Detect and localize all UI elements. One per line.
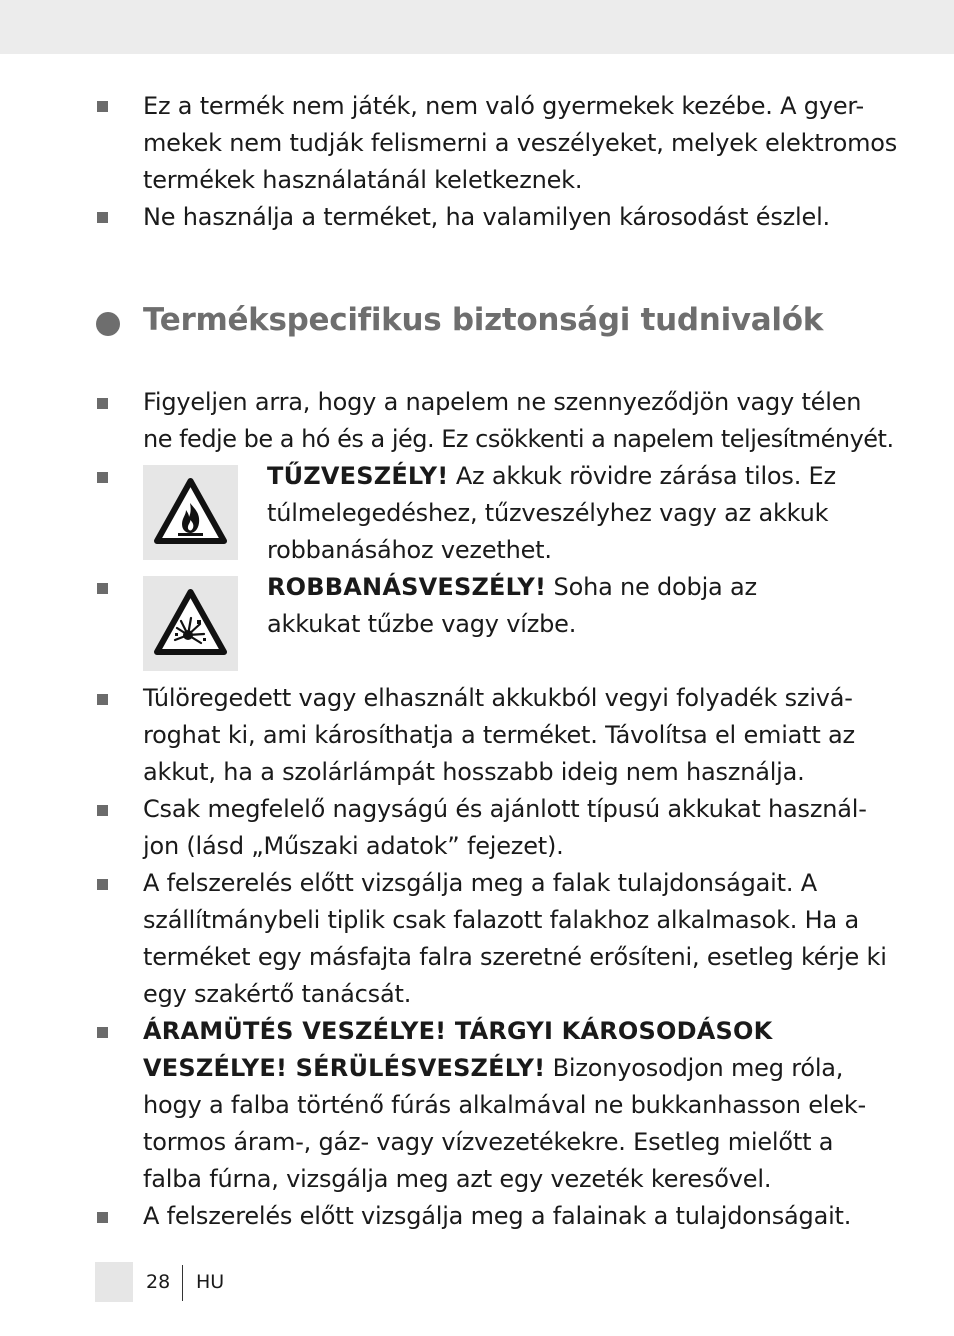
- text-line: Ne használja a terméket, ha valamilyen károsodást észlel.: [143, 203, 830, 231]
- explosive-warning-icon: [143, 576, 238, 671]
- bullet-marker: [97, 879, 108, 890]
- bullet-marker: [97, 398, 108, 409]
- bullet-marker: [97, 805, 108, 816]
- text-line: [267, 569, 757, 606]
- text-line: A felszerelés előtt vizsgálja meg a falak tulajdonságait. A: [143, 869, 817, 897]
- text-line: Túlöregedett vagy elhasznált akkukból vegyi folyadék szivá-: [143, 684, 853, 712]
- list-item: [267, 458, 836, 569]
- bullet-marker: [97, 583, 108, 594]
- text-line: [143, 1013, 866, 1050]
- list-item: [143, 680, 855, 791]
- text-line: termékek használatánál keletkeznek.: [143, 166, 583, 194]
- list-item: [143, 88, 897, 199]
- text-line: tormos áram-, gáz- vagy vízvezetékekre. Esetleg mielőtt a: [143, 1128, 834, 1156]
- footer-marker: [95, 1262, 133, 1302]
- section-title: Termékspecifikus biztonsági tudnivalók: [143, 302, 824, 338]
- flammable-warning-icon: [143, 465, 238, 560]
- warning-label: TŰZVESZÉLY!: [267, 462, 449, 490]
- text-line: ne fedje be a hó és a jég. Ez csökkenti a napelem teljesítményét.: [143, 425, 894, 453]
- bullet-marker: [97, 1027, 108, 1038]
- text-line: Ez a termék nem játék, nem való gyermekek kezébe. A gyer-: [143, 92, 864, 120]
- heading-dot-icon: [96, 312, 120, 336]
- bullet-marker: [97, 212, 108, 223]
- text-line: [267, 458, 836, 495]
- text-line: mekek nem tudják felismerni a veszélyeket, melyek elektromos: [143, 129, 898, 157]
- text-span: Soha ne dobja az: [546, 573, 757, 601]
- list-item: [143, 1198, 851, 1235]
- text-line: akkukat tűzbe vagy vízbe.: [267, 610, 577, 638]
- text-line: hogy a falba történő fúrás alkalmával ne bukkanhasson elek-: [143, 1091, 866, 1119]
- language-code: HU: [196, 1271, 225, 1293]
- text-line: akkut, ha a szolárlámpát hosszabb ideig nem használja.: [143, 758, 805, 786]
- text-line: egy szakértő tanácsát.: [143, 980, 412, 1008]
- text-line: túlmelegedéshez, tűzveszélyhez vagy az akkuk: [267, 499, 829, 527]
- list-item: [143, 384, 894, 458]
- text-line: szállítmánybeli tiplik csak falazott falakhoz alkalmasok. Ha a: [143, 906, 859, 934]
- bullet-marker: [97, 472, 108, 483]
- text-line: falba fúrna, vizsgálja meg azt egy vezeték keresővel.: [143, 1165, 772, 1193]
- list-item: [143, 1013, 866, 1198]
- text-line: A felszerelés előtt vizsgálja meg a falainak a tulajdonságait.: [143, 1202, 852, 1230]
- text-line: Csak megfelelő nagyságú és ajánlott típusú akkukat használ-: [143, 795, 867, 823]
- text-line: [143, 1050, 866, 1087]
- bullet-marker: [97, 101, 108, 112]
- bullet-marker: [97, 1212, 108, 1223]
- page-number: 28: [146, 1271, 171, 1293]
- bullet-marker: [97, 694, 108, 705]
- text-span: Az akkuk rövidre zárása tilos. Ez: [448, 462, 836, 490]
- top-bar: [0, 0, 954, 54]
- list-item: [143, 199, 830, 236]
- list-item: [143, 865, 887, 1013]
- warning-label: ÁRAMÜTÉS VESZÉLYE! TÁRGYI KÁROSODÁSOK: [143, 1017, 773, 1045]
- footer-divider: [182, 1265, 183, 1301]
- text-line: Figyeljen arra, hogy a napelem ne szennyeződjön vagy télen: [143, 388, 862, 416]
- text-span: Bizonyosodjon meg róla,: [545, 1054, 844, 1082]
- warning-label: VESZÉLYE! SÉRÜLÉSVESZÉLY!: [143, 1054, 546, 1082]
- list-item: [267, 569, 757, 643]
- text-line: robbanásához vezethet.: [267, 536, 552, 564]
- warning-label: ROBBANÁSVESZÉLY!: [267, 573, 547, 601]
- text-line: jon (lásd „Műszaki adatok” fejezet).: [143, 832, 564, 860]
- list-item: [143, 791, 867, 865]
- text-line: terméket egy másfajta falra szeretné erősíteni, esetleg kérje ki: [143, 943, 887, 971]
- text-line: roghat ki, ami károsíthatja a terméket. Távolítsa el emiatt az: [143, 721, 855, 749]
